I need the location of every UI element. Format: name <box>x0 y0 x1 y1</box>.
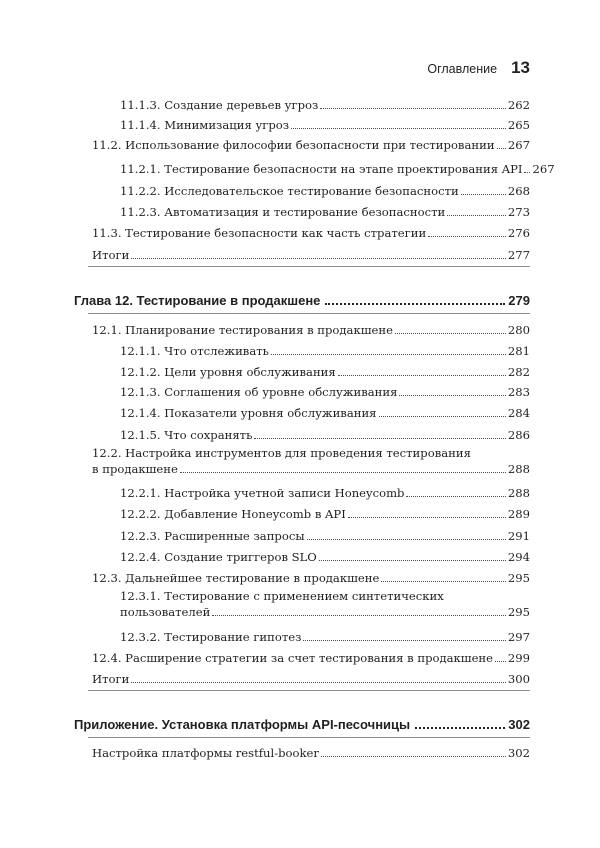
toc-group-chapter12 <box>74 316 530 691</box>
chapter-title: Глава 12. Тестирование в продакшене <box>74 293 321 308</box>
table-of-contents <box>74 92 555 760</box>
toc-entry[interactable] <box>74 198 530 219</box>
leader-dots <box>381 581 506 582</box>
toc-entry-page: 295 <box>507 571 530 585</box>
toc-entry[interactable] <box>74 564 530 585</box>
toc-entry-label: 12.1.4. Показатели уровня обслуживания <box>120 406 377 420</box>
toc-entry-page: 291 <box>507 529 530 543</box>
toc-entry[interactable] <box>74 152 555 176</box>
leader-dots <box>180 472 506 473</box>
toc-entry-page: 288 <box>507 462 530 476</box>
section-divider <box>88 690 530 691</box>
toc-entry-label: 12.2.4. Создание триггеров SLO <box>120 550 317 564</box>
toc-entry[interactable] <box>74 132 530 152</box>
toc-entry-label: 11.2.1. Тестирование безопасности на этапе проектирования API <box>120 162 523 176</box>
toc-entry-label: 11.2.2. Исследовательское тестирование безопасности <box>120 184 459 198</box>
leader-dots <box>495 661 506 662</box>
toc-entry-label-line1: 12.3.1. Тестирование с применением синтетических <box>120 589 444 603</box>
toc-entry[interactable] <box>74 478 530 500</box>
leader-dots <box>131 682 506 683</box>
toc-entry-label: 12.2.1. Настройка учетной записи Honeycomb <box>120 486 405 500</box>
toc-entry[interactable] <box>74 358 530 379</box>
toc-entry[interactable] <box>74 176 530 198</box>
section-divider <box>88 266 530 267</box>
toc-entry-label: 12.1.5. Что сохранять <box>120 428 253 442</box>
toc-entry-page: 262 <box>507 98 530 112</box>
appendix-title: Приложение. Установка платформы API-песочницы <box>74 717 411 732</box>
toc-entry-label: 11.2. Использование философии безопасности при тестировании <box>92 138 495 152</box>
toc-entry[interactable] <box>74 621 530 644</box>
leader-dots <box>428 236 506 237</box>
toc-entry-page: 267 <box>532 162 555 176</box>
toc-entry-label: 11.1.3. Создание деревьев угроз <box>120 98 319 112</box>
leader-dots <box>271 354 506 355</box>
toc-entry-page: 302 <box>507 746 530 760</box>
toc-entry-multiline[interactable] <box>74 442 530 478</box>
toc-entry-label: Итоги <box>92 672 130 686</box>
header-page-number: 13 <box>511 58 530 77</box>
toc-entry[interactable] <box>74 521 530 543</box>
toc-entry-page: 295 <box>507 605 530 619</box>
toc-entry-page: 268 <box>507 184 530 198</box>
toc-entry-page: 288 <box>507 486 530 500</box>
toc-group-chapter11 <box>74 92 555 267</box>
leader-dots <box>307 539 506 540</box>
toc-entry[interactable] <box>74 379 530 399</box>
leader-dots <box>348 517 506 518</box>
leader-dots <box>321 756 506 757</box>
toc-entry[interactable] <box>74 738 530 760</box>
leader-dots <box>212 615 506 616</box>
toc-entry-multiline[interactable] <box>74 585 530 621</box>
toc-entry-page: 297 <box>507 630 530 644</box>
toc-entry[interactable] <box>74 644 530 665</box>
leader-dots <box>303 640 505 641</box>
toc-entry-label: 12.3. Дальнейшее тестирование в продакшене <box>92 571 380 585</box>
toc-entry-label-line1: 12.2. Настройка инструментов для проведения тестирования <box>92 446 471 460</box>
section-divider <box>88 313 530 314</box>
toc-entry[interactable] <box>74 500 530 521</box>
leader-dots <box>399 395 505 396</box>
toc-entry-label: 12.4. Расширение стратегии за счет тестирования в продакшене <box>92 651 494 665</box>
toc-entry[interactable] <box>74 316 530 337</box>
leader-dots <box>319 560 506 561</box>
leader-dots <box>406 496 505 497</box>
leader-dots <box>447 215 506 216</box>
appendix-heading[interactable] <box>74 713 530 733</box>
leader-dots <box>254 438 505 439</box>
leader-dots <box>291 128 506 129</box>
toc-entry-label: 12.1.2. Цели уровня обслуживания <box>120 365 336 379</box>
toc-entry[interactable] <box>74 543 530 564</box>
toc-entry[interactable] <box>74 112 530 132</box>
toc-entry-page: 282 <box>507 365 530 379</box>
toc-entry-page: 265 <box>507 118 530 132</box>
toc-entry[interactable] <box>74 665 530 690</box>
toc-entry[interactable] <box>74 92 530 112</box>
toc-entry-page: 284 <box>507 406 530 420</box>
leader-dots <box>524 172 530 173</box>
toc-entry-page: 283 <box>507 385 530 399</box>
toc-entry-label: 12.1.1. Что отслеживать <box>120 344 269 358</box>
toc-entry-page: 276 <box>507 226 530 240</box>
toc-entry-page: 277 <box>507 248 530 262</box>
toc-entry[interactable] <box>74 420 530 442</box>
toc-entry-page: 299 <box>507 651 530 665</box>
header-title: Оглавление <box>427 62 498 76</box>
toc-entry-label: 12.3.2. Тестирование гипотез <box>120 630 302 644</box>
leader-dots <box>338 375 506 376</box>
toc-entry[interactable] <box>74 337 530 358</box>
toc-entry-label: 11.3. Тестирование безопасности как часть стратегии <box>92 226 427 240</box>
toc-entry-page: 273 <box>507 205 530 219</box>
toc-entry[interactable] <box>74 219 530 240</box>
toc-entry-page: 289 <box>507 507 530 521</box>
toc-entry-label: 12.1. Планирование тестирования в продакшене <box>92 323 393 337</box>
toc-entry-page: 300 <box>507 672 530 686</box>
toc-entry-page: 280 <box>507 323 530 337</box>
toc-entry[interactable] <box>74 240 530 266</box>
toc-entry-page: 267 <box>507 138 530 152</box>
toc-entry[interactable] <box>74 399 530 420</box>
toc-entry-label: 11.1.4. Минимизация угроз <box>120 118 290 132</box>
toc-entry-label-line2: пользователей <box>120 605 211 619</box>
leader-dots <box>415 727 505 729</box>
leader-dots <box>379 416 506 417</box>
leader-dots <box>325 303 505 305</box>
leader-dots <box>320 108 506 109</box>
toc-entry-label: 12.1.3. Соглашения об уровне обслуживания <box>120 385 398 399</box>
toc-entry-label: 12.2.3. Расширенные запросы <box>120 529 305 543</box>
toc-entry-label: 12.2.2. Добавление Honeycomb в API <box>120 507 346 521</box>
leader-dots <box>461 194 506 195</box>
leader-dots <box>131 258 506 259</box>
chapter-heading[interactable] <box>74 289 530 309</box>
leader-dots <box>497 148 506 149</box>
toc-entry-page: 294 <box>507 550 530 564</box>
toc-entry-page: 281 <box>507 344 530 358</box>
toc-entry-label: Итоги <box>92 248 130 262</box>
running-header <box>427 58 530 78</box>
leader-dots <box>395 333 506 334</box>
appendix-page: 302 <box>508 717 530 732</box>
toc-entry-page: 286 <box>507 428 530 442</box>
toc-entry-label-line2: в продакшене <box>92 462 178 476</box>
toc-entry-label: 11.2.3. Автоматизация и тестирование безопасности <box>120 205 446 219</box>
toc-entry-label: Настройка платформы restful-booker <box>92 746 319 760</box>
chapter-page: 279 <box>508 293 530 308</box>
